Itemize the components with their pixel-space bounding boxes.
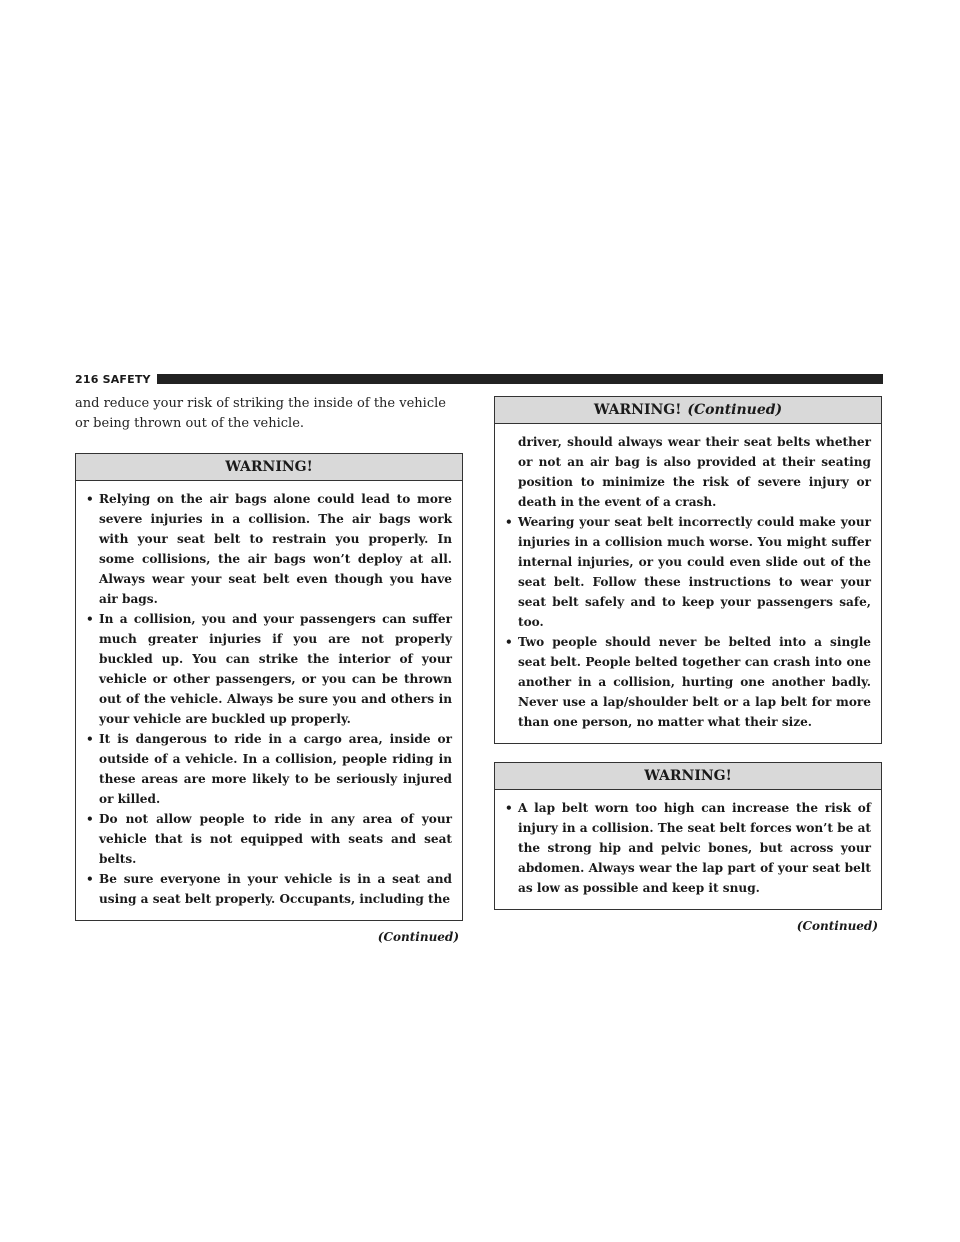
list-item — [86, 809, 452, 869]
list-item — [505, 512, 871, 632]
list-item — [86, 609, 452, 729]
warning-list — [505, 798, 871, 898]
warning-list — [505, 432, 871, 732]
warning-title: WARNING! — [593, 402, 682, 418]
page-number-section: 216 SAFETY — [75, 372, 151, 386]
list-item-text: It is dangerous to ride in a cargo area, inside or outside of a vehicle. In a collision, people riding in these areas are more likely to be seriously injured or killed. — [99, 732, 452, 806]
list-item-text: Wearing your seat belt incorrectly could make your injuries in a collision much worse. You might suffer internal injuries, or you could even slide out of the seat belt. Follow these instructions to wear your seat belt safely and to keep your passengers safe, too. — [518, 515, 871, 629]
list-item-continuation — [505, 432, 871, 512]
warning-box-left — [75, 453, 463, 921]
bullet-icon: • — [86, 612, 94, 626]
list-item-text: Do not allow people to ride in any area of your vehicle that is not equipped with seats and seat belts. — [99, 812, 452, 866]
bullet-icon: • — [86, 492, 94, 506]
bullet-icon: • — [86, 872, 94, 886]
bullet-icon: • — [505, 635, 513, 649]
header-rule — [157, 374, 883, 384]
bullet-icon: • — [505, 515, 513, 529]
bullet-icon: • — [86, 732, 94, 746]
list-item — [505, 632, 871, 732]
warning-title-continued: (Continued) — [687, 402, 783, 418]
list-item-text: Two people should never be belted into a single seat belt. People belted together can crash into one another in a collision, hurting one another badly. Never use a lap/shoulder belt or a lap belt for more than one person, no matter what their size. — [518, 635, 871, 729]
intro-paragraph: and reduce your risk of striking the inside of the vehicle or being thrown out of the vehicle. — [75, 396, 446, 431]
list-item-text: A lap belt worn too high can increase the risk of injury in a collision. The seat belt forces won’t be at the strong hip and pelvic bones, but across your abdomen. Always wear the lap part of your seat belt as low as possible and keep it snug. — [518, 801, 871, 895]
list-item-text: In a collision, you and your passengers can suffer much greater injuries if you are not properly buckled up. You can strike the interior of your vehicle or other passengers, or you can be thrown out of the vehicle. Always be sure you and others in your vehicle are buckled up properly. — [99, 612, 452, 726]
warning-body — [76, 481, 462, 920]
continued-label-left: (Continued) — [377, 930, 459, 944]
warning-heading — [495, 763, 881, 790]
warning-box-lap-belt — [494, 762, 882, 910]
list-item-text: Be sure everyone in your vehicle is in a seat and using a seat belt properly. Occupants, including the — [99, 872, 452, 906]
left-column — [75, 394, 463, 944]
bullet-icon: • — [505, 801, 513, 815]
warning-body — [495, 790, 881, 909]
warning-list — [86, 489, 452, 909]
warning-heading — [76, 454, 462, 481]
warning-title: WARNING! — [644, 768, 732, 784]
right-column — [494, 396, 882, 933]
page-header — [75, 372, 883, 386]
warning-box-continued — [494, 396, 882, 744]
list-item — [86, 729, 452, 809]
warning-heading-continued — [495, 397, 881, 424]
warning-body-continued — [495, 424, 881, 743]
list-item-text: Relying on the air bags alone could lead to more severe injuries in a collision. The air bags work with your seat belt to restrain you properly. In some collisions, the air bags won’t deploy at all. Always wear your seat belt even though you have air bags. — [99, 492, 452, 606]
continued-label-right: (Continued) — [796, 919, 878, 933]
warning-title: WARNING! — [225, 459, 313, 475]
list-item — [505, 798, 871, 898]
bullet-icon: • — [86, 812, 94, 826]
list-item — [86, 869, 452, 909]
list-item — [86, 489, 452, 609]
list-item-text: driver, should always wear their seat belts whether or not an air bag is also provided at their seating position to minimize the risk of severe injury or death in the event of a crash. — [518, 435, 871, 509]
